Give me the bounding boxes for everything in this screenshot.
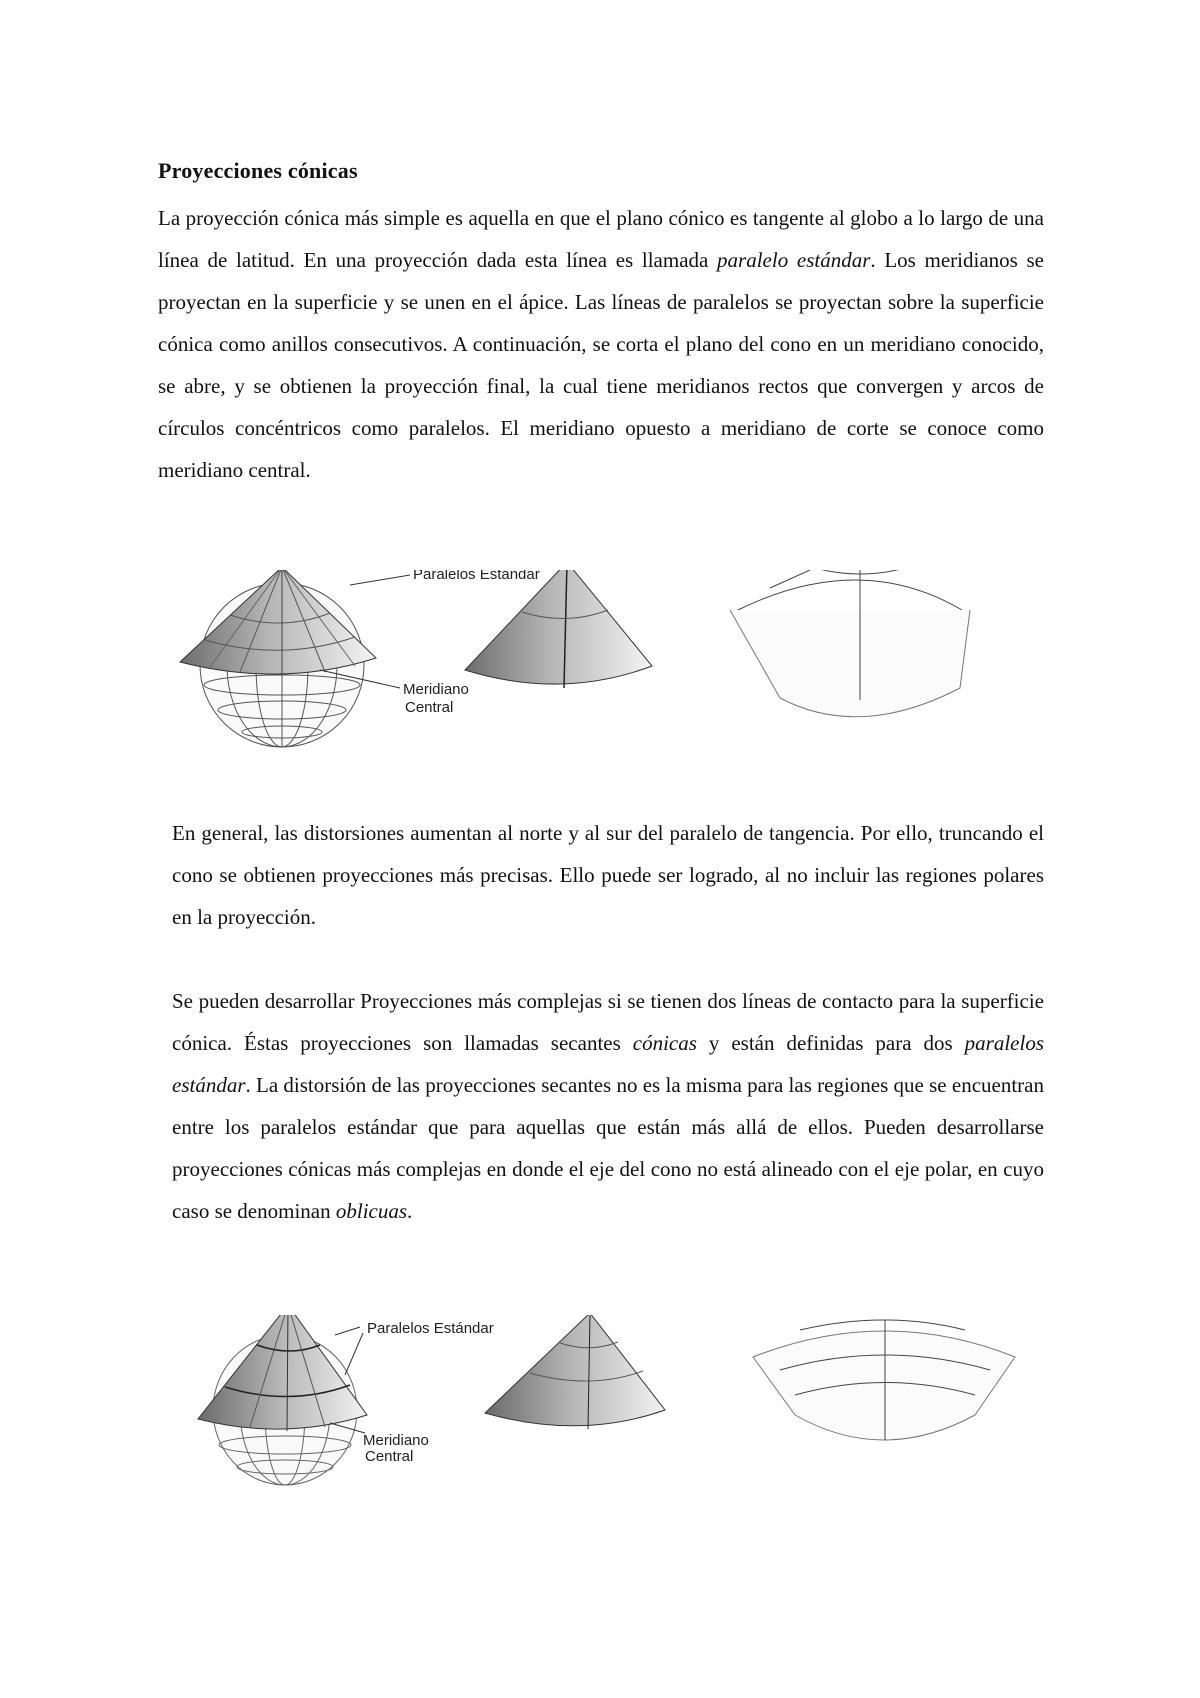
- section-heading: Proyecciones cónicas: [158, 158, 358, 183]
- figure-tangent-conic: [170, 570, 1050, 770]
- secant-conic-illustration: [195, 1315, 1045, 1510]
- label-paralelos-estandar: Paralelos Estándar: [413, 570, 540, 583]
- emphasis-paralelos-estandar: paralelos estándar: [172, 1031, 1044, 1097]
- paragraph-3: Se pueden desarrollar Proyecciones más complejas si se tienen dos líneas de contacto para la superficie cónica. Éstas proyecciones son llamadas secantes cónicas y están definidas para dos paralelos estándar. La distorsión de las proyecciones secantes no es la misma para las regiones que se encuentran entre los paralelos estándar que para aquellas que están más allá de ellos. Pueden desarrollarse proyecciones cónicas más complejas en donde el eje del cono no está alineado con el eje polar, en cuyo caso se denominan oblicuas.: [172, 989, 1044, 1223]
- flat-projection-fan: [730, 570, 970, 717]
- paragraph-2: En general, las distorsiones aumentan al norte y al sur del paralelo de tangencia. Por ello, truncando el cono se obtienen proyecciones más precisas. Ello puede ser logrado, al no incluir las regiones polares en la proyección.: [172, 821, 1044, 929]
- label-central-2: Central: [365, 1448, 414, 1465]
- cone-unrolled-stage: [465, 570, 652, 688]
- label-meridiano-2: Meridiano: [363, 1432, 429, 1449]
- label-central: Central: [405, 699, 454, 716]
- paragraph-1: La proyección cónica más simple es aquella en que el plano cónico es tangente al globo a lo largo de una línea de latitud. En una proyección dada esta línea es llamada paralelo estándar. Los meridianos se proyectan en la superficie y se unen en el ápice. Las líneas de paralelos se proyectan sobre la superficie cónica como anillos consecutivos. A continuación, se corta el plano del cono en un meridiano conocido, se abre, y se obtienen la proyección final, la cual tiene meridianos rectos que convergen y arcos de círculos concéntricos como paralelos. El meridiano opuesto a meridiano de corte se conoce como meridiano central.: [158, 206, 1044, 482]
- emphasis-conicas: cónicas: [632, 1031, 697, 1055]
- cone-unrolled-stage-2: [485, 1315, 665, 1429]
- flat-projection-fan-2: [753, 1320, 1015, 1440]
- label-meridiano: Meridiano: [403, 681, 469, 698]
- figure-secant-conic: [195, 1315, 1045, 1510]
- emphasis-oblicuas: oblicuas: [335, 1199, 408, 1223]
- emphasis-paralelo-estandar: paralelo estándar: [717, 248, 871, 272]
- label-paralelos-estandar-2: Paralelos Estándar: [367, 1320, 494, 1337]
- tangent-conic-illustration: [170, 570, 1050, 770]
